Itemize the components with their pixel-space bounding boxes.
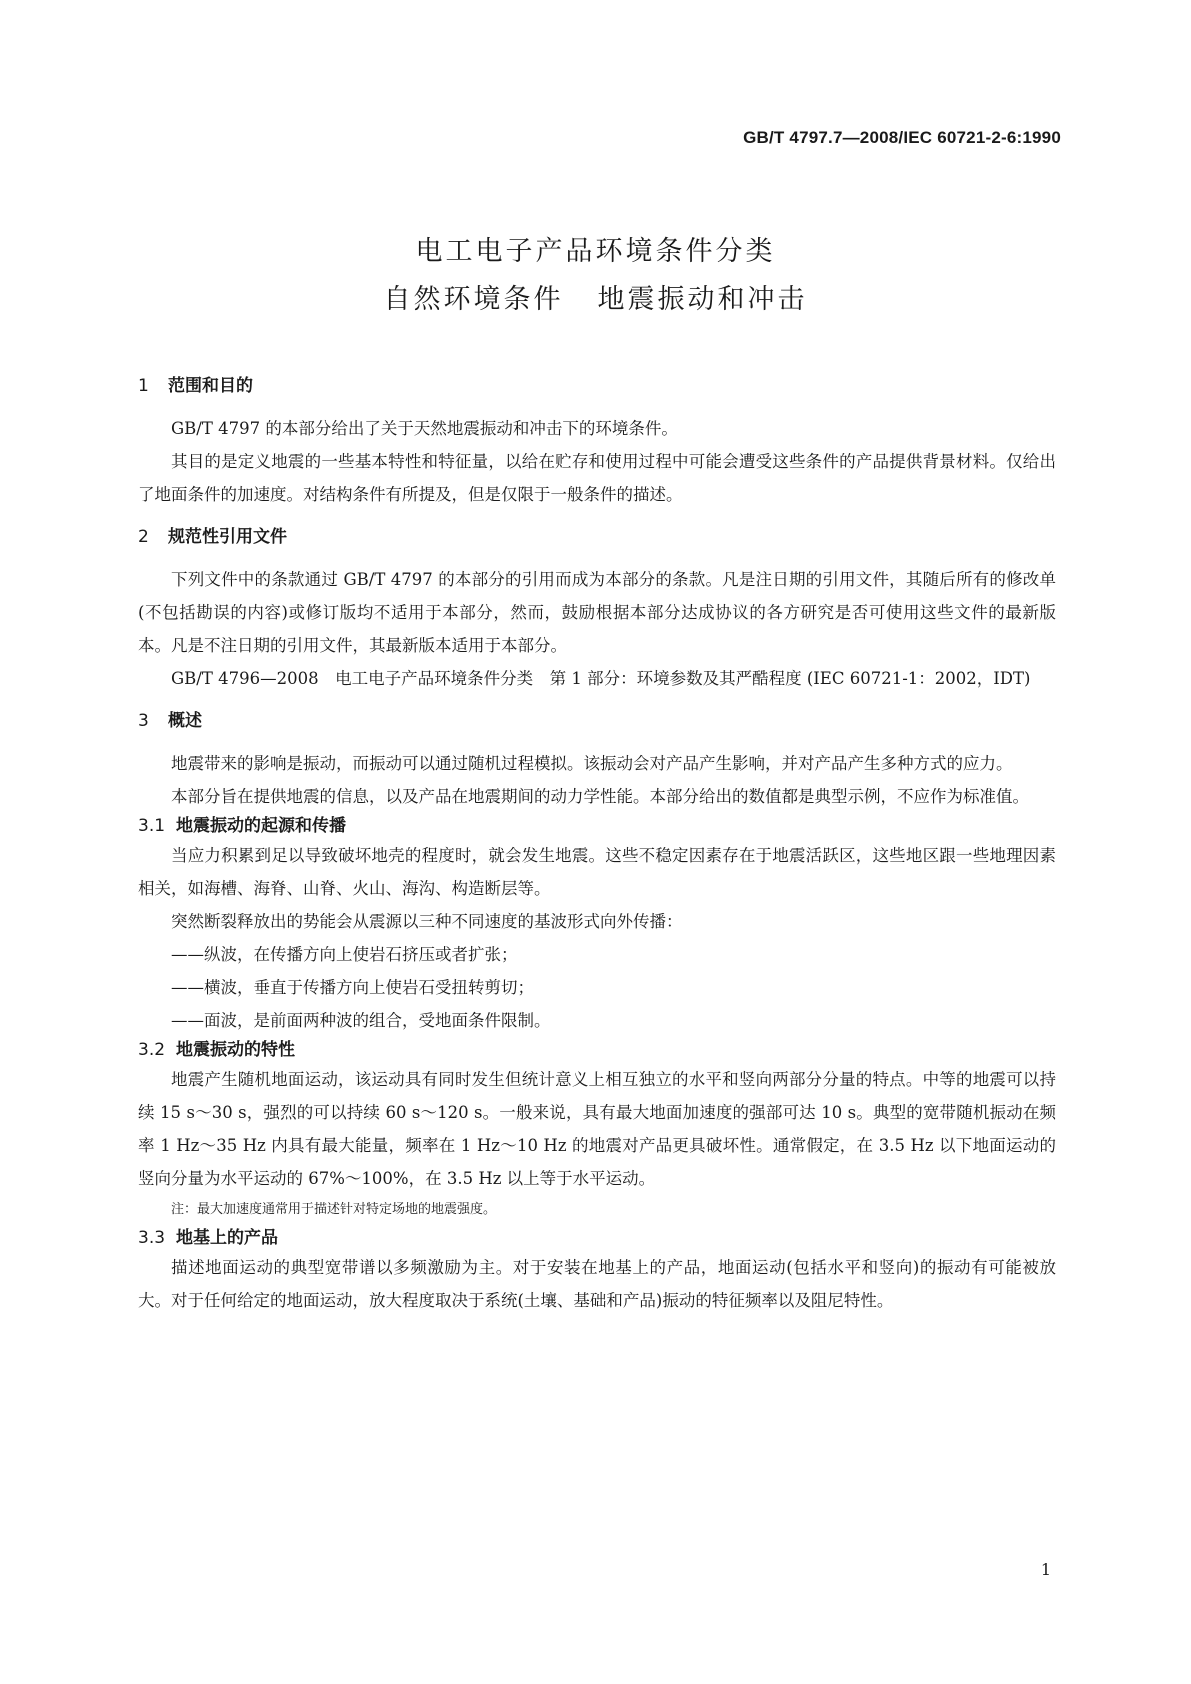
- page-number: 1: [1040, 1560, 1051, 1579]
- section-3: [138, 709, 1056, 813]
- title-line-1: 电工电子产品环境条件分类: [415, 236, 776, 267]
- paragraph: 地震带来的影响是振动，而振动可以通过随机过程模拟。该振动会对产品产生影响，并对产品产生多种方式的应力。: [171, 754, 1013, 773]
- section-title: 地震振动的起源和传播: [176, 816, 346, 836]
- list-item: ——纵波，在传播方向上使岩石挤压或者扩张；: [171, 945, 518, 964]
- section-3-2: [138, 1037, 1056, 1225]
- paragraph: 突然断裂释放出的势能会从震源以三种不同速度的基波形式向外传播：: [171, 912, 683, 931]
- subsection-heading: [138, 1225, 1056, 1251]
- section-heading: [138, 709, 1056, 733]
- paragraph: 其目的是定义地震的一些基本特性和特征量，以给在贮存和使用过程中可能会遭受这些条件的产品提供背景材料。仅给出了地面条件的加速度。对结构条件有所提及，但是仅限于一般条件的描述。: [138, 452, 1056, 504]
- paragraph: 本部分旨在提供地震的信息，以及产品在地震期间的动力学性能。本部分给出的数值都是典型示例，不应作为标准值。: [171, 787, 1029, 806]
- note: 注：最大加速度通常用于描述针对特定场地的地震强度。: [171, 1202, 497, 1217]
- section-title: 地基上的产品: [176, 1228, 278, 1248]
- title-line-2b: 地震振动和冲击: [597, 284, 808, 315]
- normative-reference: GB/T 4796—2008 电工电子产品环境条件分类 第 1 部分：环境参数及其严酷程度 (IEC 60721-1：2002，IDT): [171, 669, 1031, 688]
- paragraph: 下列文件中的条款通过 GB/T 4797 的本部分的引用而成为本部分的条款。凡是注日期的引用文件，其随后所有的修改单(不包括勘误的内容)或修订版均不适用于本部分，然而，鼓励根据本部分达成协议的各方研究是否可使用这些文件的最新版本。凡是不注日期的引用文件，其最新版本适用于本部分。: [138, 570, 1056, 655]
- section-title: 概述: [168, 711, 202, 731]
- title-line-2: [0, 276, 1191, 324]
- section-title: 规范性引用文件: [168, 527, 287, 547]
- paragraph: 地震产生随机地面运动，该运动具有同时发生但统计意义上相互独立的水平和竖向两部分分量的特点。中等的地震可以持续 15 s～30 s，强烈的可以持续 60 s～120 s。一般来说，具有最大地面加速度的强部可达 10 s。典型的宽带随机振动在频率 1 Hz～35 Hz 内具有最大能量，频率在 1 Hz～10 Hz 的地震对产品更具破坏性。通常假定，在 3.5 Hz 以下地面运动的竖向分量为水平运动的 67%～100%，在 3.5 Hz 以上等于水平运动。: [138, 1070, 1056, 1188]
- list-item: ——面波，是前面两种波的组合，受地面条件限制。: [171, 1011, 551, 1030]
- section-number: 3.3: [138, 1228, 166, 1248]
- section-heading: [138, 374, 1056, 398]
- paragraph: 当应力积累到足以导致破坏地壳的程度时，就会发生地震。这些不稳定因素存在于地震活跃区，这些地区跟一些地理因素相关，如海槽、海脊、山脊、火山、海沟、构造断层等。: [138, 846, 1056, 898]
- list-item: ——横波，垂直于传播方向上使岩石受扭转剪切；: [171, 978, 534, 997]
- subsection-heading: [138, 813, 1056, 839]
- section-1: [138, 374, 1056, 511]
- section-number: 2: [138, 527, 149, 547]
- section-heading: [138, 525, 1056, 549]
- subsection-heading: [138, 1037, 1056, 1063]
- section-title: 地震振动的特性: [176, 1040, 295, 1060]
- document-body: [138, 374, 1056, 1317]
- section-title: 范围和目的: [168, 376, 253, 396]
- section-3-3: [138, 1225, 1056, 1317]
- document-title: [0, 228, 1191, 324]
- title-line-2a: 自然环境条件: [383, 284, 564, 315]
- paragraph: GB/T 4797 的本部分给出了关于天然地震振动和冲击下的环境条件。: [171, 419, 678, 438]
- paragraph: 描述地面运动的典型宽带谱以多频激励为主。对于安装在地基上的产品，地面运动(包括水平和竖向)的振动有可能被放大。对于任何给定的地面运动，放大程度取决于系统(土壤、基础和产品)振动的特征频率以及阻尼特性。: [138, 1258, 1056, 1310]
- standard-code: GB/T 4797.7—2008/IEC 60721-2-6:1990: [743, 128, 1061, 147]
- section-number: 1: [138, 376, 149, 396]
- section-number: 3.2: [138, 1040, 166, 1060]
- section-number: 3.1: [138, 816, 166, 836]
- section-number: 3: [138, 711, 149, 731]
- section-3-1: [138, 813, 1056, 1037]
- section-2: [138, 525, 1056, 695]
